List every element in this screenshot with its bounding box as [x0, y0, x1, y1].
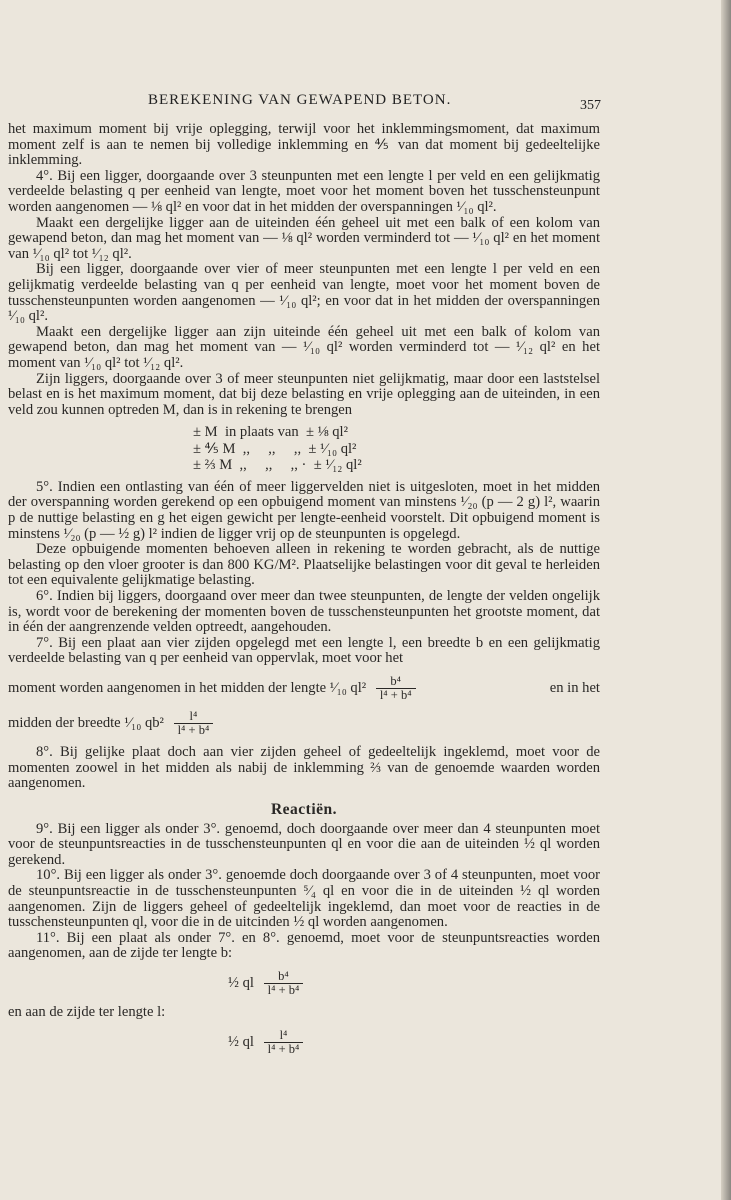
fraction-denominator: l⁴ + b⁴ — [379, 688, 412, 703]
fraction — [376, 675, 416, 702]
fraction — [264, 970, 304, 997]
formula-coefficient: ½ ql — [228, 974, 254, 991]
page-body — [8, 122, 600, 1064]
paragraph: Maakt een dergelijke ligger aan de uiteinden één geheel uit met een balk of een kolom van gewapend beton, dan mag het moment van — ⅛ ql² worden verminderd tot — ¹⁄₁₀ ql² en het moment van ¹⁄₁₀ ql² tot ¹⁄₁₂ ql². — [8, 214, 600, 262]
paragraph: Zijn liggers, doorgaande over 3 of meer steunpunten niet gelijkmatig, maar door een laststelsel belast en is het maximum moment, dat bij deze belasting en vrije oplegging aan de uiteinden, in een veld zou kunnen optreden M, dan is in rekening te brengen — [8, 370, 600, 418]
replacement-row — [193, 457, 600, 474]
paragraph: Deze opbuigende momenten behoeven alleen in rekening te worden gebracht, als de nuttige belasting op den vloer grooter is dan 800 KG/M². Plaatselijke belastingen voor dit geval te herleiden tot een equivalente gelijkmatige belasting. — [8, 541, 600, 589]
paragraph: 11°. Bij een plaat als onder 7°. en 8°. genoemd, moet voor de steunpuntsreacties worden aangenomen, aan de zijde ter lengte b: — [8, 929, 600, 962]
replaced-value: ± ⅛ ql² — [306, 424, 348, 441]
in-place-of: in plaats van — [224, 424, 299, 441]
given-value: ± ⅔ M — [193, 457, 233, 474]
display-formula — [8, 1029, 600, 1056]
fraction — [174, 710, 214, 737]
paragraph: Bij een ligger, doorgaande over vier of meer steunpunten met een lengte l per veld en een gelijkmatig verdeelde belasting van q per eenheid van lengte, moet voor het moment boven de tusschensteunpunten worden aangenomen — ¹⁄₁₀ ql²; en voor dat in het midden der overspanningen ¹⁄₁₀ ql². — [8, 261, 600, 325]
in-place-of: ,, ,, ,, — [242, 440, 302, 457]
fraction-denominator: l⁴ + b⁴ — [177, 723, 210, 738]
paragraph: 8°. Bij gelijke plaat doch aan vier zijden geheel of gedeeltelijk ingeklemd, moet voor de momenten zoowel in het midden als nabij de inklemming ⅔ van de genoemde waarden worden aangenomen. — [8, 744, 600, 792]
formula-coefficient: ¹⁄₁₀ qb² — [124, 715, 164, 732]
replacement-table — [8, 424, 600, 474]
paragraph: 10°. Bij een ligger als onder 3°. genoemde doch doorgaande over 3 of 4 steunpunten, moet voor de steunpuntsreactie in de tusschensteunpunten ⁵⁄₄ ql en voor die in de uiteinden ½ ql worden aangenomen. Zijn de liggers geheel of gedeeltelijk ingeklemd, dan moet voor de reacties in de tusschensteunpunten ql, voor die in de uitcinden ½ ql worden aangenomen. — [8, 867, 600, 931]
formula-lead-text: midden der breedte — [8, 715, 121, 732]
given-value: ± M — [193, 424, 218, 441]
formula-coefficient: ¹⁄₁₀ ql² — [329, 679, 367, 696]
page-number: 357 — [580, 98, 601, 113]
paragraph: 5°. Indien een ontlasting van één of meer liggervelden niet is uitgesloten, moet in het midden der overspanning worden gerekend op een opbuigend moment van minstens ¹⁄₂₀ (p — 2 g) l², waarin p de nuttige belasting en g het eigen gewicht per lengte-eenheid voorstelt. Dit opbuigend moment is minstens ¹⁄₂₀ (p — ½ g) l² indien de ligger vrij op de steunpunten is opgelegd. — [8, 478, 600, 542]
formula-line — [8, 710, 600, 737]
given-value: ± ⅘ M — [193, 440, 236, 457]
formula-tail-text: en in het — [549, 679, 600, 696]
replacement-row — [193, 441, 600, 458]
in-place-of: ,, ,, ,, · — [239, 457, 307, 474]
section-title: Reactiën. — [270, 801, 338, 818]
paragraph: 7°. Bij een plaat aan vier zijden opgelegd met een lengte l, een breedte b en een gelijkmatig verdeelde belasting van q per eenheid van oppervlak, moet voor het — [8, 634, 600, 667]
display-formula — [8, 970, 600, 997]
fraction-numerator: l⁴ — [174, 710, 214, 724]
text-line: en aan de zijde ter lengte l: — [8, 1004, 166, 1021]
replaced-value: ± ¹⁄₁₂ ql² — [313, 457, 362, 474]
replacement-row — [193, 424, 600, 441]
fraction-denominator: l⁴ + b⁴ — [267, 1041, 300, 1056]
formula-lead-text: moment worden aangenomen in het midden der lengte — [8, 679, 327, 696]
fraction-numerator: b⁴ — [376, 675, 416, 689]
paragraph: 4°. Bij een ligger, doorgaande over 3 steunpunten met een lengte l per veld en een gelijkmatig verdeelde belasting q per eenheid van lengte, moet voor het moment boven het tusschensteunpunt worden aangenomen — ⅛ ql² en voor dat in het midden der overspanningen ¹⁄₁₀ ql². — [8, 167, 600, 215]
page-header — [0, 92, 731, 116]
fraction-denominator: l⁴ + b⁴ — [267, 983, 300, 998]
paragraph: 6°. Indien bij liggers, doorgaand over meer dan twee steunpunten, de lengte der velden ongelijk is, wordt voor de berekening der momenten boven de tusschensteunpunten het grootste moment, dat in één der aangrenzende velden optreedt, aangehouden. — [8, 587, 600, 636]
replaced-value: ± ¹⁄₁₀ ql² — [308, 440, 357, 457]
fraction-numerator: b⁴ — [264, 970, 304, 984]
paragraph: 9°. Bij een ligger als onder 3°. genoemd, doch doorgaande over meer dan 4 steunpunten moet voor de steunpuntsreacties in de tusschensteunpunten ql en voor die aan de uiteinden ½ ql worden gerekend. — [8, 820, 600, 868]
paragraph: Maakt een dergelijke ligger aan zijn uiteinde één geheel uit met een balk of kolom van gewapend beton, dan mag het moment van — ¹⁄₁₀ ql² worden verminderd tot — ¹⁄₁₂ ql² en het moment van ¹⁄₁₀ ql² tot ¹⁄₁₂ ql². — [8, 323, 600, 371]
fraction-numerator: l⁴ — [264, 1029, 304, 1043]
paragraph: het maximum moment bij vrije oplegging, terwijl voor het inklemmingsmoment, dat maximum moment zelf is aan te nemen bij volledige inklemming en ⅘ van dat moment bij gedeeltelijke inklemming. — [8, 121, 600, 169]
fraction — [264, 1029, 304, 1056]
running-head: BEREKENING VAN GEWAPEND BETON. — [148, 92, 452, 108]
formula-line — [8, 675, 600, 702]
formula-coefficient: ½ ql — [228, 1033, 254, 1050]
page-edge-shadow — [721, 0, 731, 1200]
